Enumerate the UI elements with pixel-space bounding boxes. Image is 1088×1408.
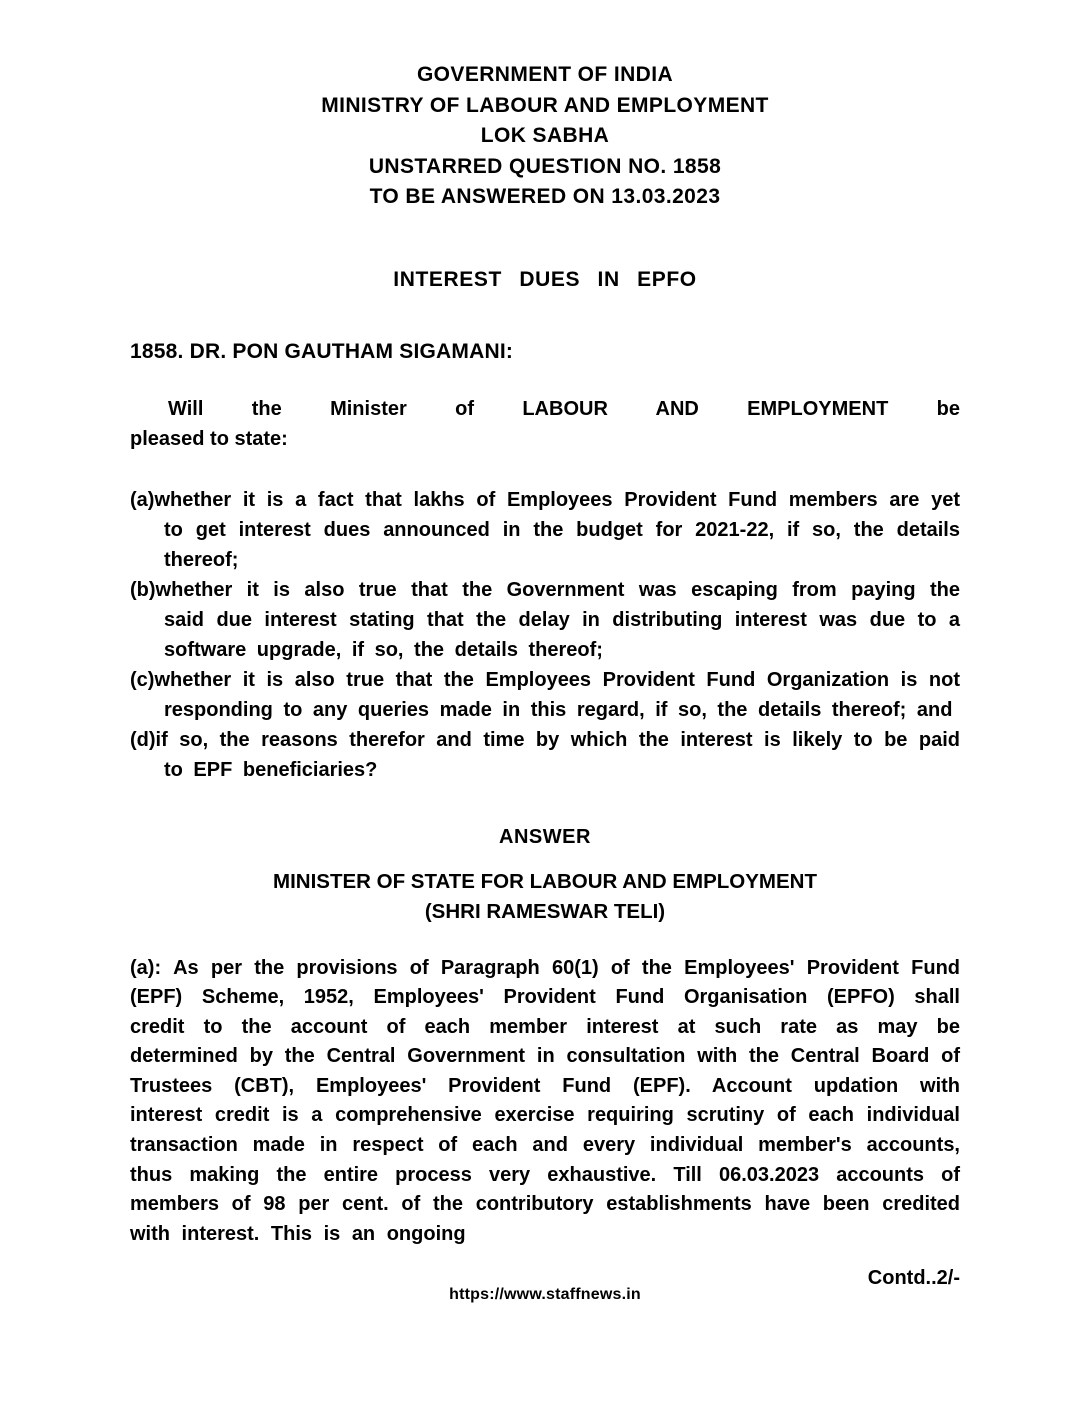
question-item-label: (c) (130, 668, 155, 691)
header-line-house: LOK SABHA (480, 124, 610, 147)
question-items (130, 485, 960, 785)
question-item-text: whether it is a fact that lakhs of Employees Provident Fund members are yet to get interest dues announced in the budget for 2021-22, if so, the details thereof; (154, 488, 960, 571)
contd-note: Contd..2/- (867, 1267, 960, 1290)
answer-paragraph (130, 954, 960, 1250)
question-item-d (130, 725, 960, 785)
question-item-text: whether it is also true that the Government was escaping from paying the said due interest stating that the delay in distributing interest was due to a software upgrade, if so, the details thereof; (155, 578, 960, 661)
question-item-text: whether it is also true that the Employees Provident Fund Organization is not responding to any queries made in this regard, if so, the details thereof; and (154, 668, 960, 721)
question-intro-line1: Will the Minister of LABOUR AND EMPLOYMENT be (168, 397, 960, 420)
question-item-text: if so, the reasons therefor and time by which the interest is likely to be paid to EPF beneficiaries? (155, 728, 960, 781)
question-item-label: (b) (130, 578, 156, 601)
question-intro (130, 394, 960, 454)
header-line-question-no: UNSTARRED QUESTION NO. 1858 (368, 154, 722, 178)
question-item-a (130, 485, 960, 575)
header-line-ministry: MINISTRY OF LABOUR AND EMPLOYMENT (321, 93, 769, 117)
question-item-c (130, 665, 960, 725)
question-intro-line2: pleased to state: (130, 427, 288, 450)
header-line-government: GOVERNMENT OF INDIA (416, 63, 674, 86)
subject-title: INTEREST DUES IN EPFO (393, 267, 697, 291)
question-number-line: 1858. DR. PON GAUTHAM SIGAMANI: (130, 339, 514, 363)
footer-link: https://www.staffnews.in (449, 1286, 641, 1304)
question-item-label: (d) (130, 728, 156, 751)
answer-paragraph-text: As per the provisions of Paragraph 60(1) of the Employees' Provident Fund (EPF) Scheme, 1952, Employees' Provident Fund Organisation (EPFO) shall credit to the account of each member interest at such rate as may be determined by the Central Government in consultation with the Central Board of Trustees (CBT), Employees' Provident Fund (EPF). Account updation with interest credit is a comprehensive exercise requiring scrutiny of each individual transaction made in respect of each and every individual member's accounts, thus making the entire process very exhaustive. Till 06.03.2023 accounts of members of 98 per cent. of the contributory establishments have been credited with interest. This is an ongoing (130, 956, 960, 1245)
question-item-label: (a) (130, 488, 155, 511)
answer-heading: ANSWER (499, 825, 591, 848)
question-item-b (130, 575, 960, 665)
header-line-answer-date: TO BE ANSWERED ON 13.03.2023 (369, 185, 721, 208)
minister-name: (SHRI RAMESWAR TELI) (424, 899, 666, 923)
document-header (130, 60, 960, 213)
minister-title: MINISTER OF STATE FOR LABOUR AND EMPLOYMENT (273, 869, 817, 893)
answer-paragraph-label: (a): (130, 956, 162, 979)
